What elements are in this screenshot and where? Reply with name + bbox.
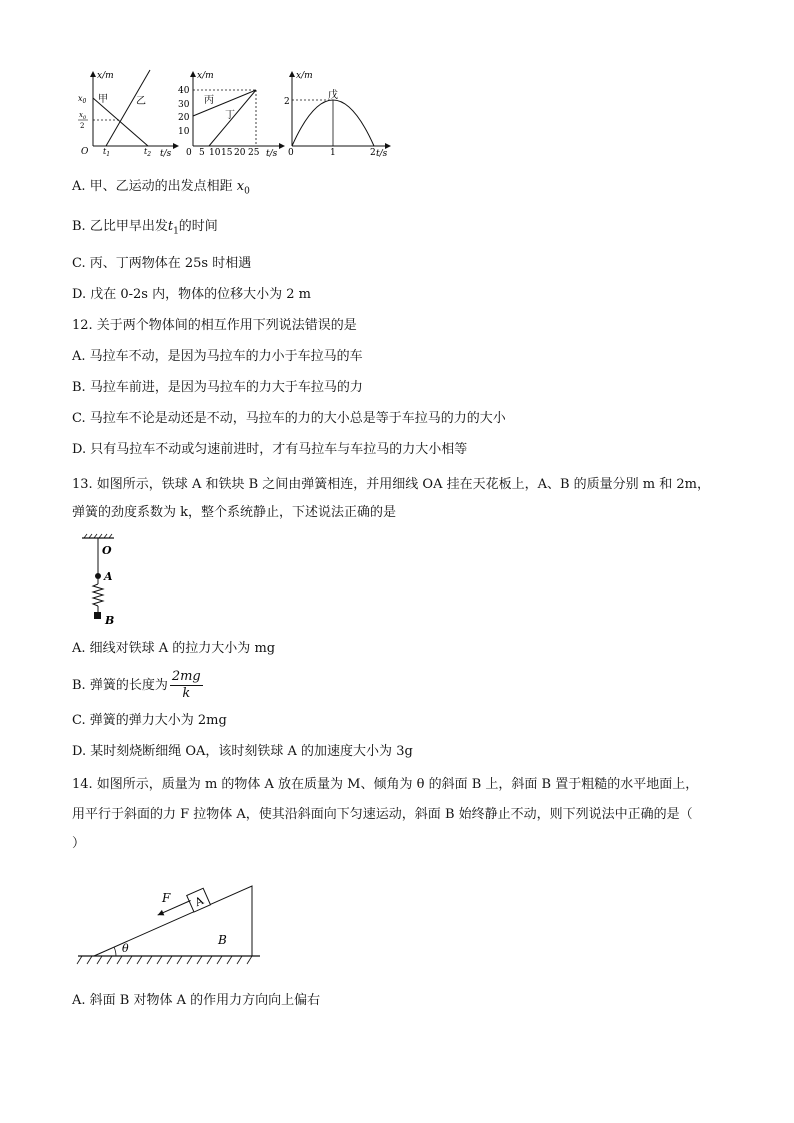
q13-stem-2: 弹簧的劲度系数为 k，整个系统静止，下述说法正确的是 bbox=[72, 505, 397, 520]
ground-hatch bbox=[77, 956, 252, 964]
line-yi bbox=[106, 70, 150, 146]
q11-option-d: D. 戊在 0-2s 内，物体的位移大小为 2 m bbox=[72, 287, 311, 302]
svg-text:10: 10 bbox=[209, 148, 221, 158]
q14-stem-2: 用平行于斜面的力 F 拉物体 A，使其沿斜面向下匀速运动，斜面 B 始终静止不动，则下列说法中正确的是（ bbox=[72, 807, 693, 822]
ball-a bbox=[95, 573, 101, 579]
svg-text:x0: $x_0$ bbox=[79, 111, 87, 121]
svg-text:O: O bbox=[102, 544, 112, 557]
svg-text:40: 40 bbox=[178, 86, 190, 96]
graph-bing-ding bbox=[178, 68, 288, 158]
svg-text:O: O bbox=[81, 147, 89, 157]
q12-option-a: A. 马拉车不动，是因为马拉车的力小于车拉马的车 bbox=[72, 349, 363, 364]
q13-option-d: D. 某时刻烧断细绳 OA，该时刻铁球 A 的加速度大小为 3g bbox=[72, 744, 413, 759]
q11-option-c: C. 丙、丁两物体在 25s 时相遇 bbox=[72, 256, 252, 271]
svg-text:x/m: x/m bbox=[296, 71, 313, 81]
svg-text:0: 0 bbox=[186, 148, 192, 158]
svg-text:F: F bbox=[162, 891, 171, 905]
q14-stem-3: ） bbox=[72, 836, 86, 851]
svg-text:t/s: t/s bbox=[266, 149, 278, 158]
q11-option-a: A. 甲、乙运动的出发点相距 $x_0$ bbox=[72, 179, 250, 197]
q13-stem-1: 13. 如图所示，铁球 A 和铁块 B 之间由弹簧相连，并用细线 OA 挂在天花板上，A、B 的质量分别 m 和 2m， bbox=[72, 477, 710, 492]
svg-text:20: 20 bbox=[178, 113, 190, 123]
svg-text:t1: $t_1$ bbox=[103, 147, 111, 158]
svg-text:5: 5 bbox=[199, 148, 205, 158]
graph-jia-yi bbox=[78, 68, 182, 158]
svg-text:20: 20 bbox=[234, 148, 246, 158]
svg-text:25: 25 bbox=[248, 148, 260, 158]
svg-text:0: 0 bbox=[288, 148, 294, 158]
svg-text:B: B bbox=[218, 933, 227, 947]
label-jia: 甲 bbox=[98, 94, 108, 105]
q12-option-c: C. 马拉车不论是动还是不动，马拉车的力的大小总是等于车拉马的力的大小 bbox=[72, 411, 506, 426]
incline-b bbox=[94, 886, 252, 956]
block-b bbox=[94, 612, 101, 619]
svg-text:2: 2 bbox=[80, 122, 85, 130]
svg-text:B: B bbox=[105, 614, 115, 627]
q14-stem-1: 14. 如图所示，质量为 m 的物体 A 放在质量为 M、倾角为 θ 的斜面 B 上，斜面 B 置于粗糙的水平地面上， bbox=[72, 777, 699, 792]
graph1-xlabel: t/s bbox=[160, 149, 172, 158]
q13-option-c: C. 弹簧的弹力大小为 2mg bbox=[72, 713, 227, 728]
spring-figure bbox=[78, 532, 128, 628]
graph-wu bbox=[282, 68, 394, 158]
svg-text:2: 2 bbox=[370, 148, 376, 158]
label-bing: 丙 bbox=[204, 95, 214, 106]
q14-option-a: A. 斜面 B 对物体 A 的作用力方向向上偏右 bbox=[72, 993, 321, 1008]
spring-coil bbox=[93, 584, 103, 606]
q12-option-d: D. 只有马拉车不动或匀速前进时，才有马拉车与车拉马的力大小相等 bbox=[72, 442, 468, 457]
q12-stem: 12. 关于两个物体间的相互作用下列说法错误的是 bbox=[72, 318, 357, 333]
svg-text:t/s: t/s bbox=[376, 149, 388, 158]
q12-option-b: B. 马拉车前进，是因为马拉车的力大于车拉马的力 bbox=[72, 380, 363, 395]
svg-text:2: 2 bbox=[284, 97, 290, 107]
q11-option-b: B. 乙比甲早出发$t_1$的时间 bbox=[72, 219, 218, 237]
q13-option-b: B. 弹簧的长度为 $\frac{2mg}{k}$ bbox=[72, 669, 201, 701]
graph1-ylabel: x/m bbox=[97, 71, 114, 81]
label-ding: 丁 bbox=[225, 110, 235, 121]
svg-text:θ: θ bbox=[122, 942, 129, 955]
svg-text:t2: $t_2$ bbox=[144, 147, 152, 158]
label-wu: 戊 bbox=[328, 90, 338, 101]
svg-text:15: 15 bbox=[221, 148, 233, 158]
svg-text:x0: $x_0$ bbox=[78, 94, 87, 105]
svg-text:10: 10 bbox=[178, 127, 190, 137]
svg-text:30: 30 bbox=[178, 100, 190, 110]
svg-text:A: A bbox=[104, 570, 113, 583]
label-yi: 乙 bbox=[136, 96, 146, 107]
svg-text:x/m: x/m bbox=[197, 71, 214, 81]
svg-text:1: 1 bbox=[330, 148, 336, 158]
q13-option-a: A. 细线对铁球 A 的拉力大小为 mg bbox=[72, 641, 276, 656]
incline-figure bbox=[74, 872, 266, 970]
svg-text:A: A bbox=[192, 893, 206, 910]
